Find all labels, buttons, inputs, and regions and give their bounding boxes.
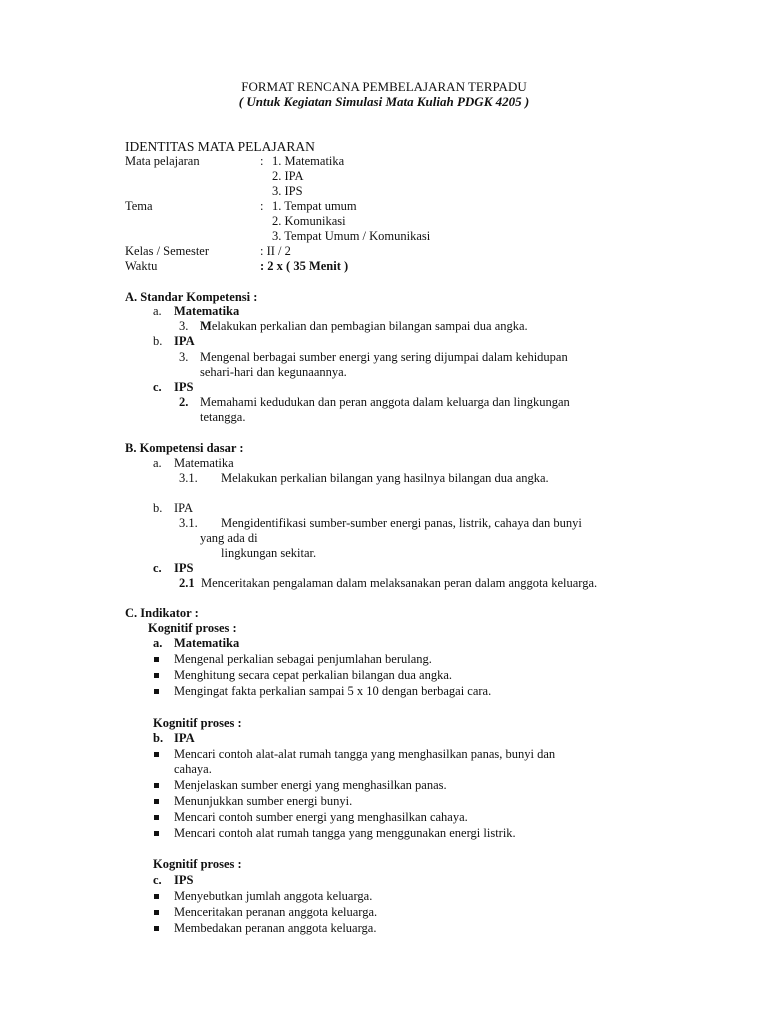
kd-heading: B. Kompetensi dasar : — [125, 441, 244, 455]
bullet-icon — [154, 673, 159, 678]
bullet-icon — [154, 657, 159, 662]
sk-ipa-text: sehari-hari dan kegunaannya. — [200, 365, 347, 379]
kd-mat-num: 3.1. — [179, 471, 198, 485]
tema-item: 2. Komunikasi — [272, 214, 346, 228]
sk-mat-title: Matematika — [174, 304, 240, 318]
document-subtitle: ( Untuk Kegiatan Simulasi Mata Kuliah PDGK 4205 ) — [238, 94, 530, 109]
kd-mat-title: Matematika — [174, 456, 234, 470]
sk-ips-label: c. — [153, 380, 162, 394]
mapel-item: 2. IPA — [272, 169, 304, 183]
list-item: Mengingat fakta perkalian sampai 5 x 10 dengan berbagai cara. — [174, 684, 492, 698]
ind-ipa-title: IPA — [174, 731, 195, 745]
ind-ips-title: IPS — [174, 873, 194, 887]
kd-mat-label: a. — [153, 456, 162, 470]
colon: : — [260, 154, 264, 168]
sk-ipa-title: IPA — [174, 334, 195, 348]
sk-ipa-num: 3. — [179, 350, 189, 364]
bullet-icon — [154, 894, 159, 899]
list-item: Mengenal perkalian sebagai penjumlahan berulang. — [174, 652, 432, 666]
list-item: Menghitung secara cepat perkalian bilangan dua angka. — [174, 668, 453, 682]
kd-ips-num: 2.1 — [179, 576, 195, 590]
kd-ipa-text: Mengidentifikasi sumber-sumber energi panas, listrik, cahaya dan bunyi — [221, 516, 582, 530]
kognitif-label: Kognitif proses : — [153, 716, 242, 730]
ind-mat-label: a. — [153, 636, 163, 650]
ind-ipa-label: b. — [153, 731, 164, 745]
kelas-label: Kelas / Semester — [125, 244, 210, 258]
bullet-icon — [154, 815, 159, 820]
ind-mat-title: Matematika — [174, 636, 240, 650]
bullet-icon — [154, 831, 159, 836]
kd-ips-title: IPS — [174, 561, 194, 575]
list-item: Menunjukkan sumber energi bunyi. — [174, 794, 353, 808]
bullet-icon — [154, 910, 159, 915]
bullet-icon — [154, 752, 159, 757]
waktu-label: Waktu — [125, 259, 158, 273]
kd-ipa-num: 3.1. — [179, 516, 198, 530]
bullet-icon — [154, 799, 159, 804]
waktu-value: : 2 x ( 35 Menit ) — [260, 259, 349, 273]
sk-ipa-text: Mengenal berbagai sumber energi yang sering dijumpai dalam kehidupan — [200, 350, 568, 364]
list-item: Menceritakan peranan anggota keluarga. — [174, 905, 378, 919]
ind-ips-label: c. — [153, 873, 162, 887]
kd-ips-text: Menceritakan pengalaman dalam melaksanakan peran dalam anggota keluarga. — [201, 576, 598, 590]
colon: : — [260, 199, 264, 213]
kognitif-label: Kognitif proses : — [148, 621, 237, 635]
sk-ipa-label: b. — [153, 334, 163, 348]
sk-ips-text: tetangga. — [200, 410, 246, 424]
list-item: cahaya. — [174, 762, 212, 776]
kd-mat-text: Melakukan perkalian bilangan yang hasilnya bilangan dua angka. — [221, 471, 549, 485]
kd-ipa-text: lingkungan sekitar. — [221, 546, 317, 560]
document-title: FORMAT RENCANA PEMBELAJARAN TERPADU — [241, 79, 527, 94]
tema-label: Tema — [125, 199, 153, 213]
sk-mat-num: 3. — [179, 319, 189, 333]
tema-item: 3. Tempat Umum / Komunikasi — [272, 229, 431, 243]
kognitif-label: Kognitif proses : — [153, 857, 242, 871]
mapel-item: 3. IPS — [272, 184, 303, 198]
kd-ipa-text: yang ada di — [200, 531, 258, 545]
list-item: Mencari contoh alat-alat rumah tangga yang menghasilkan panas, bunyi dan — [174, 747, 556, 761]
kd-ipa-label: b. — [153, 501, 163, 515]
sk-mat-text — [200, 319, 528, 334]
sk-mat-text-initial: M — [200, 319, 212, 333]
indikator-heading: C. Indikator : — [125, 606, 199, 620]
sk-ips-num: 2. — [179, 395, 189, 409]
sk-mat-label: a. — [153, 304, 162, 318]
kd-ips-label: c. — [153, 561, 162, 575]
bullet-icon — [154, 926, 159, 931]
sk-ips-text: Memahami kedudukan dan peran anggota dalam keluarga dan lingkungan — [200, 395, 570, 409]
list-item: Membedakan peranan anggota keluarga. — [174, 921, 377, 935]
mapel-item: 1. Matematika — [272, 154, 345, 168]
identitas-heading: IDENTITAS MATA PELAJARAN — [125, 139, 315, 154]
tema-item: 1. Tempat umum — [272, 199, 357, 213]
list-item: Menyebutkan jumlah anggota keluarga. — [174, 889, 373, 903]
list-item: Mencari contoh sumber energi yang menghasilkan cahaya. — [174, 810, 468, 824]
sk-mat-text-rest: elakukan perkalian dan pembagian bilangan sampai dua angka. — [211, 319, 528, 333]
sk-ips-title: IPS — [174, 380, 194, 394]
list-item: Mencari contoh alat rumah tangga yang menggunakan energi listrik. — [174, 826, 516, 840]
kd-ipa-title: IPA — [174, 501, 193, 515]
kelas-value: : II / 2 — [260, 244, 291, 258]
bullet-icon — [154, 689, 159, 694]
mapel-label: Mata pelajaran — [125, 154, 200, 168]
list-item: Menjelaskan sumber energi yang menghasilkan panas. — [174, 778, 447, 792]
bullet-icon — [154, 783, 159, 788]
sk-heading: A. Standar Kompetensi : — [125, 290, 258, 304]
